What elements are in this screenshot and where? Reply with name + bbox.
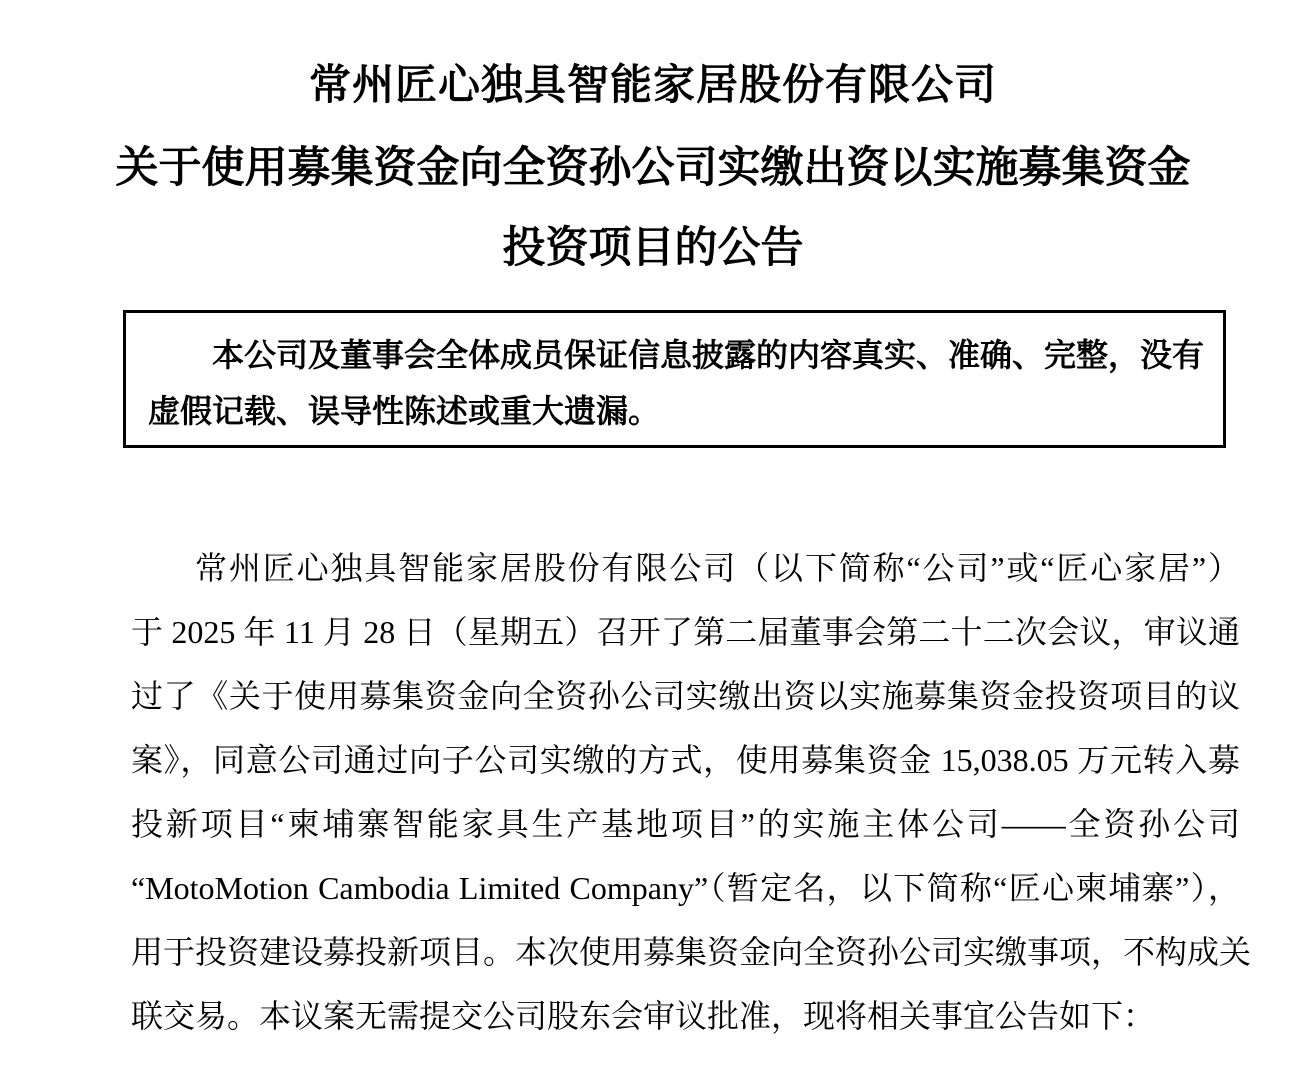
announcement-title-line-1: 关于使用募集资金向全资孙公司实缴出资以实施募集资金 (115, 144, 1191, 192)
body-line: 投新项目“柬埔寨智能家具生产基地项目”的实施主体公司——全资孙公司 (131, 806, 1240, 842)
document-header (0, 0, 1306, 273)
body-line: 常州匠心独具智能家居股份有限公司（以下简称“公司”或“匠心家居”） (195, 550, 1240, 586)
body-line: 过了《关于使用募集资金向全资孙公司实缴出资以实施募集资金投资项目的议 (131, 678, 1240, 714)
body-line: 用于投资建设募投新项目。本次使用募集资金向全资孙公司实缴事项，不构成关 (131, 934, 1252, 970)
disclaimer-box (123, 310, 1226, 448)
body-line: 案》，同意公司通过向子公司实缴的方式，使用募集资金 15,038.05 万元转入募 (131, 742, 1240, 778)
body-line: “MotoMotion Cambodia Limited Company”（暂定名，以下简称“匠心柬埔寨”）， (131, 870, 1240, 906)
body-paragraph (131, 536, 1252, 1048)
body-line: 联交易。本议案无需提交公司股东会审议批准，现将相关事宜公告如下： (131, 998, 1156, 1034)
disclaimer-line: 本公司及董事会全体成员保证信息披露的内容真实、准确、完整，没有 (212, 337, 1205, 373)
company-name: 常州匠心独具智能家居股份有限公司 (308, 61, 997, 108)
announcement-title-line-2: 投资项目的公告 (502, 224, 804, 272)
disclaimer-line: 虚假记载、误导性陈述或重大遗漏。 (148, 393, 661, 429)
body-line: 于 2025 年 11 月 28 日（星期五）召开了第二届董事会第二十二次会议，审议通 (131, 614, 1240, 650)
